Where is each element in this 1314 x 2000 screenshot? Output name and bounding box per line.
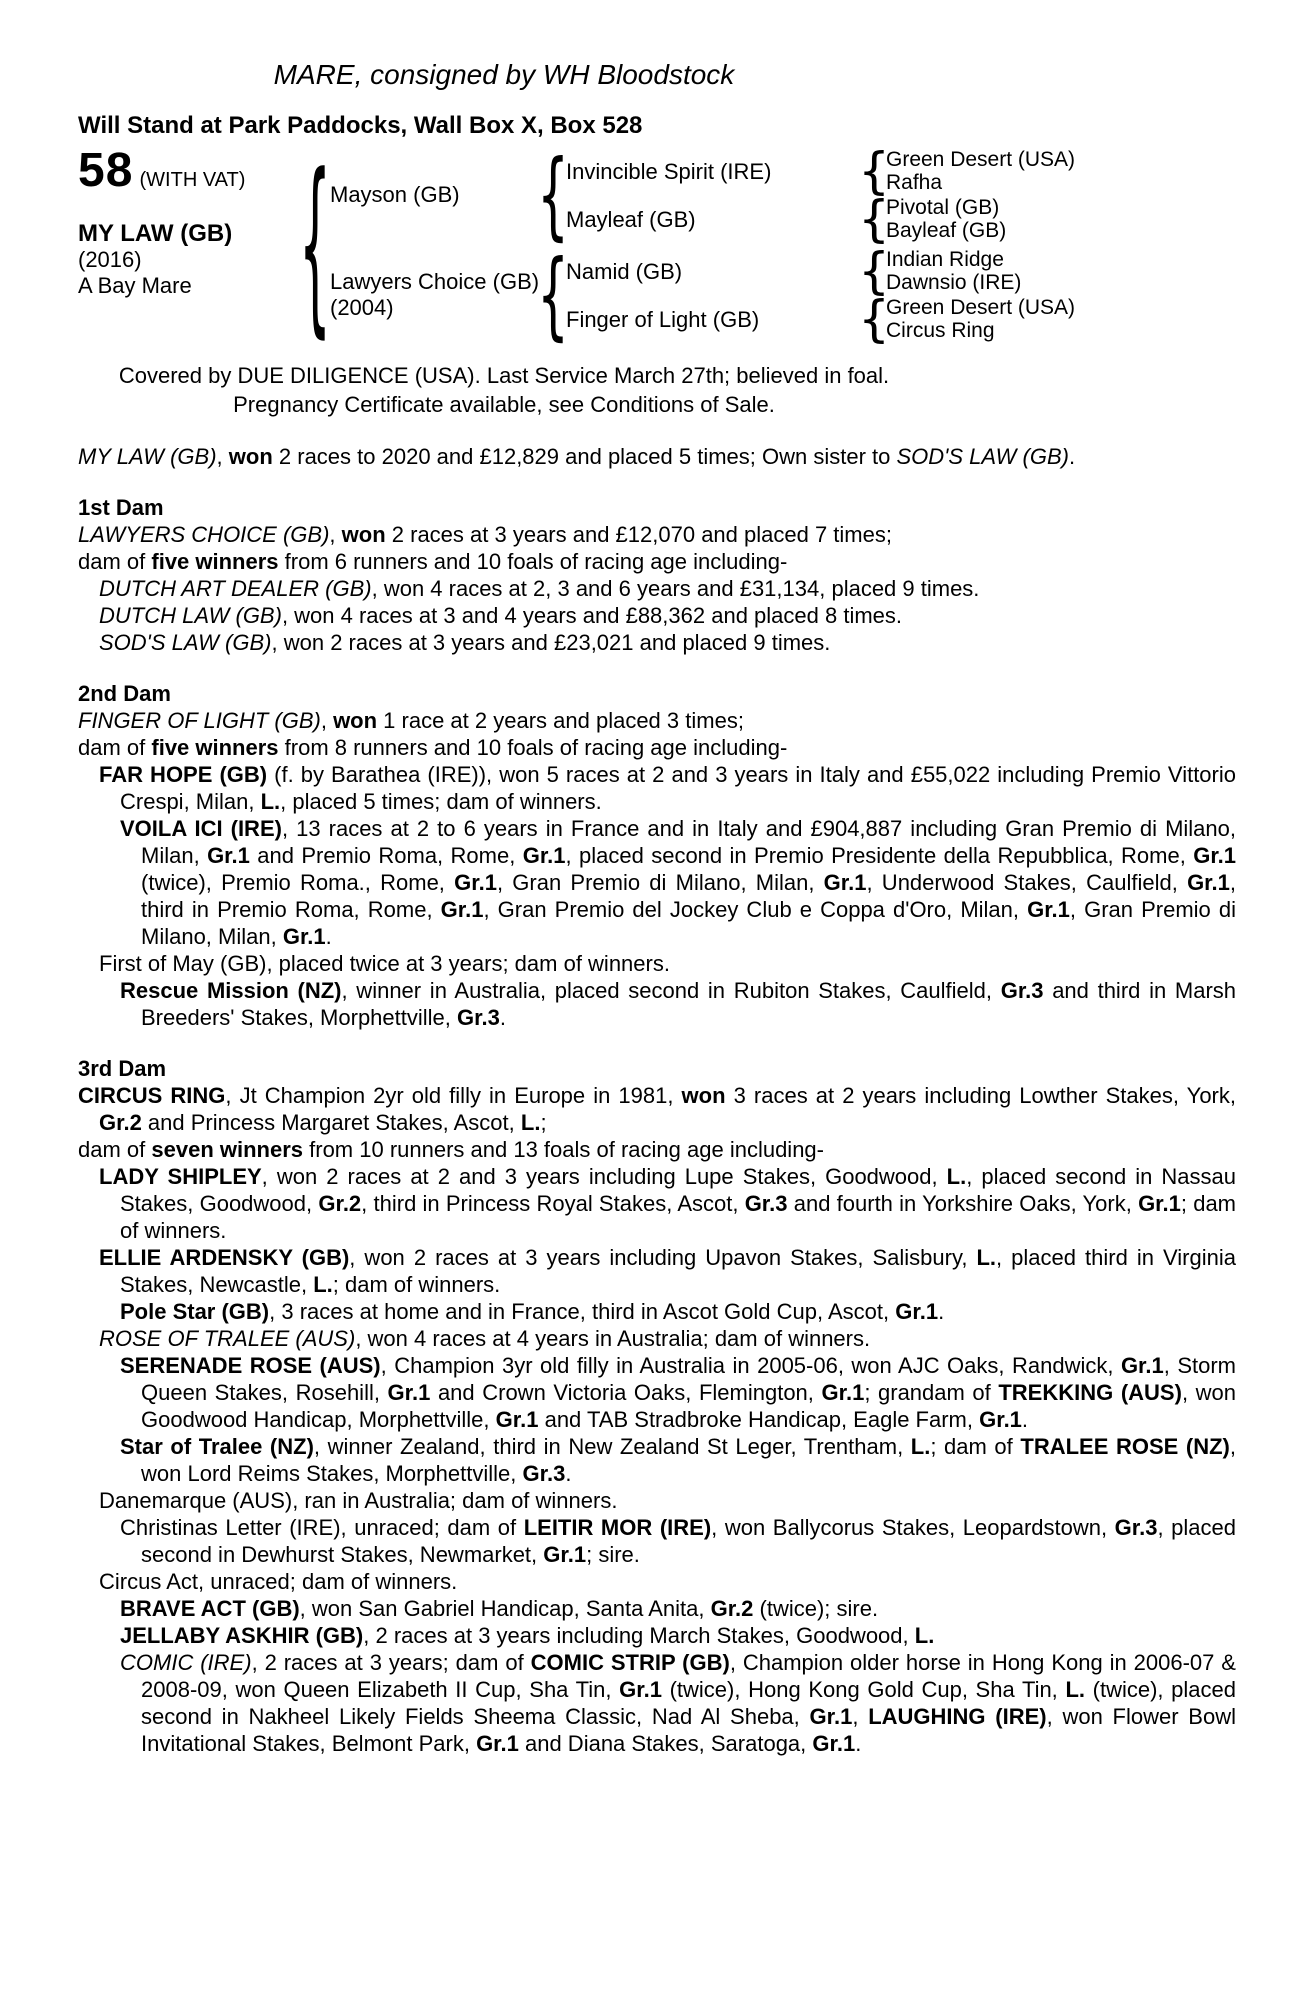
- dam-sire-sire-name: Indian Ridge: [886, 248, 1004, 271]
- text-run: Christinas Letter (IRE), unraced; dam of: [120, 1515, 524, 1540]
- text-run: LAUGHING (IRE): [868, 1704, 1047, 1729]
- record-paragraph: [78, 1325, 1236, 1352]
- brace-icon: [537, 139, 569, 251]
- text-run: Gr.1: [282, 924, 326, 949]
- text-run: SERENADE ROSE (AUS): [120, 1353, 381, 1378]
- text-run: , placed second in Dewhurst Stakes, Newmarket,: [141, 1515, 1236, 1567]
- text-run: , won 4 races at 3 and 4 years and £88,362 and placed 8 times.: [281, 603, 903, 628]
- text-run: Gr.2: [99, 1110, 142, 1135]
- text-run: FINGER OF LIGHT (GB): [78, 708, 321, 733]
- text-run: Gr.3: [1000, 978, 1044, 1003]
- record-paragraph: [78, 1163, 1236, 1244]
- record-paragraph: [78, 977, 1236, 1031]
- record-paragraph: [78, 1514, 1236, 1568]
- text-run: 3 races at 2 years including Lowther Stakes, York,: [725, 1083, 1236, 1108]
- text-run: ; grandam of: [864, 1380, 999, 1405]
- sire-sire-parents: [886, 148, 1075, 194]
- text-run: and Princess Margaret Stakes, Ascot,: [141, 1110, 521, 1135]
- text-run: FAR HOPE (GB): [99, 762, 268, 787]
- text-run: L.: [910, 1434, 931, 1459]
- text-run: ,: [852, 1704, 869, 1729]
- text-run: Star of Tralee (NZ): [120, 1434, 314, 1459]
- text-run: JELLABY ASKHIR (GB): [120, 1623, 364, 1648]
- brace-icon: [858, 190, 890, 248]
- record-paragraph: [78, 1487, 1236, 1514]
- text-run: and third in Marsh Breeders' Stakes, Morphettville,: [141, 978, 1236, 1030]
- text-run: , placed second in Nassau Stakes, Goodwood,: [120, 1164, 1236, 1216]
- record-paragraph: [78, 1244, 1236, 1298]
- text-run: , Champion older horse in Hong Kong in 2006-07 & 2008-09, won Queen Elizabeth II Cup, Sha Tin,: [141, 1650, 1236, 1702]
- text-run: Gr.1: [821, 1380, 865, 1405]
- text-run: from 10 runners and 13 foals of racing age including-: [303, 1137, 824, 1162]
- text-run: TRALEE ROSE (NZ): [1020, 1434, 1230, 1459]
- text-run: , won 2 races at 3 years including Upavon Stakes, Salisbury,: [349, 1245, 977, 1270]
- text-run: Gr.3: [744, 1191, 788, 1216]
- dam-dam-parents: [886, 296, 1075, 342]
- brace-glyph: {: [858, 290, 890, 348]
- text-run: .: [1069, 444, 1076, 469]
- text-run: .: [565, 1461, 572, 1486]
- record-paragraph: [78, 548, 1236, 575]
- text-run: L.: [1065, 1677, 1085, 1702]
- dam-name: Lawyers Choice (GB): [330, 269, 540, 294]
- text-run: , Jt Champion 2yr old filly in Europe in 1981,: [225, 1083, 682, 1108]
- covering-line-1: Covered by DUE DILIGENCE (USA). Last Service March 27th; believed in foal.: [118, 363, 890, 388]
- record-paragraph: [78, 521, 1236, 548]
- brace-icon: [858, 242, 890, 300]
- text-run: Gr.1: [387, 1380, 431, 1405]
- text-run: .: [499, 1005, 506, 1030]
- text-run: , won Flower Bowl Invitational Stakes, Belmont Park,: [141, 1704, 1236, 1756]
- sire-sire-dam-name: Rafha: [886, 171, 943, 194]
- text-run: Gr.1: [1120, 1353, 1164, 1378]
- sire-name: Mayson (GB): [330, 182, 460, 207]
- text-run: L.: [520, 1110, 541, 1135]
- brace-icon: [858, 290, 890, 348]
- sire-sire-branch: [566, 142, 1076, 200]
- text-run: , Gran Premio di Milano, Milan,: [141, 897, 1236, 949]
- text-run: .: [855, 1731, 862, 1756]
- dam-dam-sire-name: Green Desert (USA): [886, 296, 1076, 319]
- text-run: Gr.1: [823, 870, 867, 895]
- text-run: ; sire.: [586, 1542, 640, 1567]
- text-run: Gr.1: [440, 897, 484, 922]
- text-run: ;: [540, 1110, 547, 1135]
- pedigree-tree: [299, 134, 1076, 356]
- text-run: (twice); sire.: [753, 1596, 879, 1621]
- dam-branch: [330, 239, 1076, 351]
- dam-heading: 2nd Dam: [78, 681, 171, 706]
- text-run: and fourth in Yorkshire Oaks, York,: [787, 1191, 1139, 1216]
- dam-sire-name: Namid (GB): [566, 258, 683, 284]
- sire-sire-sire-name: Green Desert (USA): [886, 148, 1076, 171]
- dam-sire-branch: [566, 242, 1075, 300]
- sire-dam-name: Mayleaf (GB): [566, 206, 696, 232]
- text-run: Gr.1: [979, 1407, 1022, 1432]
- record-paragraph: [78, 1622, 1236, 1649]
- text-run: , 3 races at home and in France, third in Ascot Gold Cup, Ascot,: [269, 1299, 896, 1324]
- record-paragraph: [78, 1433, 1236, 1487]
- text-run: and Diana Stakes, Saratoga,: [518, 1731, 813, 1756]
- text-run: dam of: [78, 1137, 152, 1162]
- record-paragraph: [78, 629, 1236, 656]
- text-run: Gr.3: [457, 1005, 500, 1030]
- foaling-year: (2016): [78, 247, 142, 272]
- brace-glyph: {: [299, 134, 331, 356]
- text-run: Gr.1: [619, 1677, 662, 1702]
- record-paragraph: [78, 575, 1236, 602]
- dam-sire-dam-name: Dawnsio (IRE): [886, 271, 1022, 294]
- sire-branch: [330, 139, 1076, 251]
- text-run: Gr.3: [522, 1461, 566, 1486]
- text-run: Rescue Mission (NZ): [120, 978, 342, 1003]
- text-run: , placed second in Premio Presidente della Repubblica, Rome,: [565, 843, 1194, 868]
- text-run: CIRCUS RING: [78, 1083, 226, 1108]
- text-run: ; dam of: [930, 1434, 1021, 1459]
- text-run: , 2 races at 3 years including March Stakes, Goodwood,: [363, 1623, 915, 1648]
- text-run: seven winners: [151, 1137, 304, 1162]
- text-run: LEITIR MOR (IRE): [523, 1515, 712, 1540]
- text-run: , third in Princess Royal Stakes, Ascot,: [361, 1191, 745, 1216]
- text-run: dam of: [78, 735, 152, 760]
- sire-grandparents: [566, 142, 1076, 248]
- dam-dam-branch: [566, 290, 1076, 348]
- text-run: five winners: [151, 735, 279, 760]
- text-run: and TAB Stradbroke Handicap, Eagle Farm,: [538, 1407, 980, 1432]
- text-run: , Storm Queen Stakes, Rosehill,: [141, 1353, 1237, 1405]
- text-run: VOILA ICI (IRE): [120, 816, 282, 841]
- text-run: .: [938, 1299, 945, 1324]
- text-run: and Crown Victoria Oaks, Flemington,: [430, 1380, 822, 1405]
- text-run: ROSE OF TRALEE (AUS): [99, 1326, 356, 1351]
- dam-year: (2004): [330, 295, 394, 320]
- text-run: , won Goodwood Handicap, Morphettville,: [141, 1380, 1236, 1432]
- text-run: , Underwood Stakes, Caulfield,: [866, 870, 1188, 895]
- text-run: , placed third in Virginia Stakes, Newcastle,: [120, 1245, 1236, 1297]
- dam-cell: [330, 269, 540, 321]
- record-paragraph: [78, 1568, 1236, 1595]
- text-run: , won 2 races at 2 and 3 years including Lupe Stakes, Goodwood,: [261, 1164, 947, 1189]
- text-run: Gr.1: [1027, 897, 1070, 922]
- record-paragraph: [78, 1136, 1236, 1163]
- text-run: ; dam of winners.: [120, 1191, 1237, 1243]
- text-run: , placed 5 times; dam of winners.: [280, 789, 602, 814]
- text-run: Gr.1: [522, 843, 566, 868]
- sire-cell: [330, 182, 540, 208]
- intro-paragraph: [78, 443, 1236, 470]
- text-run: L.: [313, 1272, 333, 1297]
- sire-dam-branch: [566, 190, 1075, 248]
- vat-note: (WITH VAT): [139, 169, 246, 191]
- text-run: Gr.1: [454, 870, 497, 895]
- text-run: from 8 runners and 10 foals of racing age including-: [278, 735, 788, 760]
- text-run: (f. by Barathea (IRE)), won 5 races at 2 and 3 years in Italy and £55,022 including Premio Vittorio Crespi, Milan,: [120, 762, 1236, 814]
- text-run: from 6 runners and 10 foals of racing age including-: [278, 549, 788, 574]
- text-run: won: [341, 522, 386, 547]
- text-run: L.: [260, 789, 281, 814]
- text-run: L.: [976, 1245, 997, 1270]
- text-run: , 13 races at 2 to 6 years in France and in Italy and £904,887 including Gran Premio di Milano, Milan,: [141, 816, 1236, 868]
- dam-grandparents: [566, 242, 1076, 348]
- text-run: Gr.3: [1114, 1515, 1158, 1540]
- horse-name: MY LAW (GB): [78, 220, 233, 247]
- stand-location: Will Stand at Park Paddocks, Wall Box X, Box 528: [78, 112, 643, 139]
- text-run: DUTCH LAW (GB): [99, 603, 282, 628]
- text-run: 1 race at 2 years and placed 3 times;: [377, 708, 744, 733]
- dam-heading: 3rd Dam: [78, 1056, 167, 1081]
- text-run: SOD'S LAW (GB): [896, 444, 1069, 469]
- text-run: Danemarque (AUS), ran in Australia; dam of winners.: [99, 1488, 618, 1513]
- text-run: , 2 races at 3 years; dam of: [251, 1650, 531, 1675]
- record-paragraph: [78, 734, 1236, 761]
- text-run: MY LAW (GB): [78, 444, 217, 469]
- horse-description: A Bay Mare: [78, 273, 192, 298]
- text-run: Gr.1: [207, 843, 250, 868]
- text-run: won: [333, 708, 378, 733]
- text-run: COMIC (IRE): [120, 1650, 252, 1675]
- text-run: Gr.2: [318, 1191, 362, 1216]
- sire-dam-dam-name: Bayleaf (GB): [886, 219, 1007, 242]
- text-run: Gr.1: [809, 1704, 853, 1729]
- dam-dam-dam-name: Circus Ring: [886, 319, 995, 342]
- text-run: , won Lord Reims Stakes, Morphettville,: [141, 1434, 1237, 1486]
- text-run: , won San Gabriel Handicap, Santa Anita,: [299, 1596, 711, 1621]
- brace-icon: [858, 142, 890, 200]
- lot-line: [78, 144, 300, 197]
- text-run: , won 4 races at 2, 3 and 6 years and £31,134, placed 9 times.: [371, 576, 980, 601]
- text-run: Gr.1: [476, 1731, 519, 1756]
- record-paragraph: [78, 602, 1236, 629]
- text-run: won: [228, 444, 273, 469]
- text-run: Gr.2: [710, 1596, 754, 1621]
- text-run: Gr.1: [895, 1299, 939, 1324]
- brace-glyph: {: [858, 142, 890, 200]
- record-paragraph: [78, 1082, 1236, 1136]
- text-run: ELLIE ARDENSKY (GB): [99, 1245, 350, 1270]
- text-run: ; dam of winners.: [332, 1272, 501, 1297]
- text-run: (twice), Hong Kong Gold Cup, Sha Tin,: [661, 1677, 1066, 1702]
- text-run: TREKKING (AUS): [998, 1380, 1182, 1405]
- text-run: , Gran Premio di Milano, Milan,: [496, 870, 824, 895]
- text-run: Gr.1: [1193, 843, 1237, 868]
- lot-info: [78, 144, 300, 299]
- text-run: , Champion 3yr old filly in Australia in 2005-06, won AJC Oaks, Randwick,: [380, 1353, 1121, 1378]
- record-paragraph: [78, 1595, 1236, 1622]
- brace-glyph: {: [537, 139, 569, 251]
- text-run: and Premio Roma, Rome,: [249, 843, 523, 868]
- text-run: SOD'S LAW (GB): [99, 630, 272, 655]
- text-run: 2 races at 3 years and £12,070 and placed 7 times;: [385, 522, 892, 547]
- text-run: won: [681, 1083, 726, 1108]
- brace-icon: [299, 134, 331, 356]
- record-paragraph: [78, 815, 1236, 950]
- text-run: , Gran Premio del Jockey Club e Coppa d'Oro, Milan,: [483, 897, 1028, 922]
- dam-sire-parents: [886, 248, 1021, 294]
- text-run: dam of: [78, 549, 152, 574]
- covering-note: [78, 361, 930, 419]
- text-run: , won 4 races at 4 years in Australia; dam of winners.: [355, 1326, 871, 1351]
- brace-glyph: {: [537, 239, 569, 351]
- text-run: Gr.1: [543, 1542, 587, 1567]
- text-run: .: [1021, 1407, 1029, 1432]
- sire-dam-parents: [886, 196, 1006, 242]
- text-run: Circus Act, unraced; dam of winners.: [99, 1569, 458, 1594]
- record-paragraph: [78, 950, 1236, 977]
- text-run: , won Ballycorus Stakes, Leopardstown,: [711, 1515, 1115, 1540]
- text-run: First of May (GB), placed twice at 3 years; dam of winners.: [99, 951, 670, 976]
- record-paragraph: [78, 1352, 1236, 1433]
- dam-heading: 1st Dam: [78, 495, 164, 520]
- record-paragraph: [78, 707, 1236, 734]
- text-run: ,: [329, 522, 342, 547]
- text-run: Gr.1: [495, 1407, 539, 1432]
- text-run: L.: [946, 1164, 967, 1189]
- text-run: , winner Zealand, third in New Zealand St Leger, Trentham,: [313, 1434, 911, 1459]
- pedigree-table: [78, 134, 1236, 356]
- sire-dam-sire-name: Pivotal (GB): [886, 196, 1000, 219]
- text-run: Pole Star (GB): [120, 1299, 270, 1324]
- text-run: 2 races to 2020 and £12,829 and placed 5 times; Own sister to: [272, 444, 897, 469]
- catalogue-page: [78, 58, 1236, 1757]
- text-run: Gr.1: [812, 1731, 856, 1756]
- lot-number: 58: [78, 144, 134, 197]
- record-paragraph: [78, 1298, 1236, 1325]
- sire-sire-name: Invincible Spirit (IRE): [566, 158, 772, 184]
- race-record: [78, 494, 1236, 1757]
- brace-icon: [537, 239, 569, 351]
- text-run: COMIC STRIP (GB): [530, 1650, 730, 1675]
- text-run: Gr.1: [1138, 1191, 1181, 1216]
- text-run: .: [325, 924, 332, 949]
- text-run: ,: [216, 444, 229, 469]
- dam-dam-name: Finger of Light (GB): [566, 306, 760, 332]
- covering-line-2: Pregnancy Certificate available, see Conditions of Sale.: [233, 392, 775, 417]
- text-run: , third in Premio Roma, Rome,: [141, 870, 1236, 922]
- page-title: MARE, consigned by WH Bloodstock: [273, 59, 735, 90]
- text-run: LADY SHIPLEY: [99, 1164, 262, 1189]
- pedigree-parents: [330, 139, 1076, 351]
- text-run: , winner in Australia, placed second in Rubiton Stakes, Caulfield,: [341, 978, 1001, 1003]
- text-run: (twice), Premio Roma., Rome,: [141, 870, 455, 895]
- text-run: LAWYERS CHOICE (GB): [78, 522, 330, 547]
- text-run: five winners: [151, 549, 279, 574]
- text-run: Gr.1: [1187, 870, 1230, 895]
- text-run: , won 2 races at 3 years and £23,021 and placed 9 times.: [271, 630, 831, 655]
- text-run: BRAVE ACT (GB): [120, 1596, 300, 1621]
- record-paragraph: [78, 1649, 1236, 1757]
- text-run: ,: [320, 708, 334, 733]
- text-run: DUTCH ART DEALER (GB): [99, 576, 372, 601]
- text-run: L.: [914, 1623, 935, 1648]
- record-paragraph: [78, 761, 1236, 815]
- brace-glyph: {: [858, 242, 890, 300]
- text-run: (twice), placed second in Nakheel Likely Fields Sheema Classic, Nad Al Sheba,: [141, 1677, 1236, 1729]
- brace-glyph: {: [858, 190, 890, 248]
